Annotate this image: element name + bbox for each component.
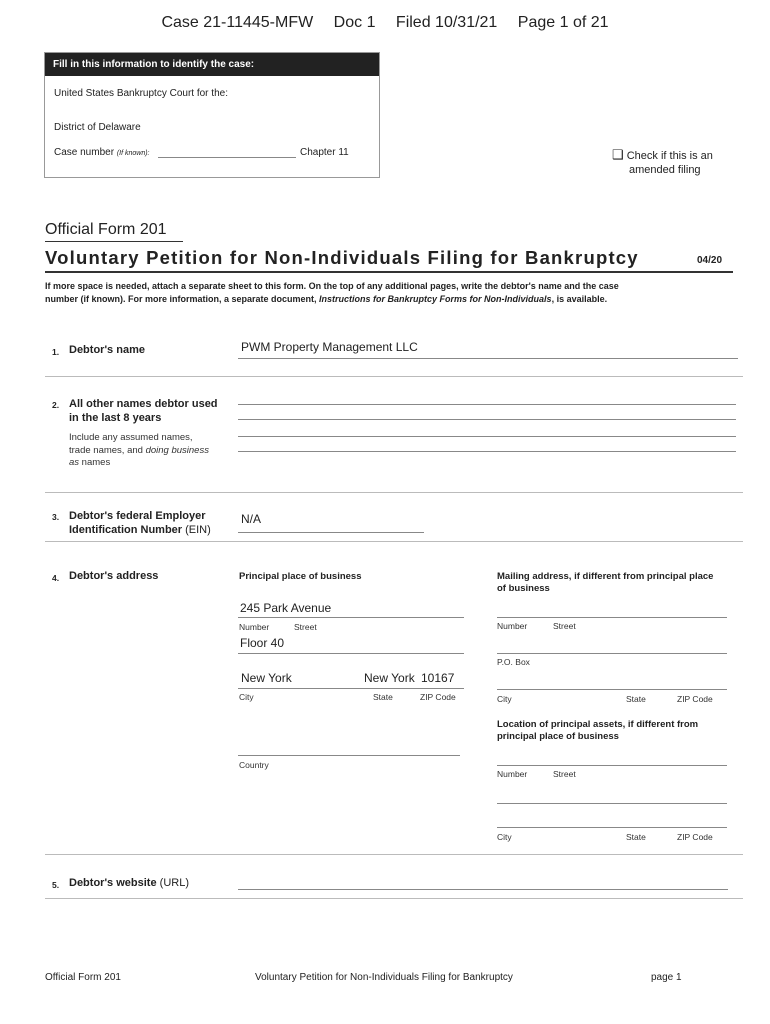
court-label: United States Bankruptcy Court for the: <box>54 88 228 99</box>
item-4-number: 4. <box>52 573 60 583</box>
principal-street-field[interactable] <box>238 617 464 618</box>
footer-page-number: page 1 <box>651 972 682 983</box>
mailing-street-caption: Street <box>553 621 576 631</box>
if-known-note: (If known): <box>116 150 150 157</box>
other-name-field-1[interactable] <box>238 404 736 405</box>
amended-label-line1: Check if this is an <box>626 150 713 162</box>
form-title: Voluntary Petition for Non-Individuals Filing for Bankruptcy <box>45 247 639 268</box>
mailing-street-field[interactable] <box>497 617 727 618</box>
filed-date-header: Filed 10/31/21 <box>395 14 498 31</box>
mailing-city-field[interactable] <box>497 689 727 690</box>
instructions-line2: number (if known). For more information, a separate document, Instructions for Bankruptcy Forms for Non-Individuals, is available. <box>45 294 608 304</box>
principal-street-value[interactable]: 245 Park Avenue <box>240 601 332 615</box>
city-caption: City <box>239 692 254 702</box>
principal-city-field[interactable] <box>238 688 464 689</box>
case-number-row <box>54 147 150 158</box>
principal-assets-heading: Location of principal assets, if different from principal place of business <box>497 719 699 742</box>
website-field[interactable] <box>238 889 728 890</box>
amended-label-line2: amended filing <box>629 164 701 176</box>
section-divider <box>45 492 743 493</box>
case-number-field[interactable] <box>158 157 296 158</box>
case-number-label: Case number <box>54 147 115 158</box>
number-caption: Number <box>239 622 270 632</box>
principal-street2-value[interactable]: Floor 40 <box>240 636 285 650</box>
mailing-address-heading: Mailing address, if different from principal place of business <box>497 571 714 594</box>
mailing-number-caption: Number <box>497 621 528 631</box>
chapter-label: Chapter 11 <box>300 147 349 158</box>
page-header <box>0 14 770 32</box>
assets-city-caption: City <box>497 832 512 842</box>
assets-zip-caption: ZIP Code <box>677 832 713 842</box>
debtor-name-field[interactable] <box>238 358 738 359</box>
title-rule <box>45 271 733 273</box>
amended-filing-check[interactable] <box>612 147 713 163</box>
section-divider <box>45 854 743 855</box>
form-version: 04/20 <box>697 255 723 266</box>
website-label: Debtor's website (URL) <box>69 877 189 889</box>
form-name: Official Form 201 <box>45 221 167 238</box>
case-number-header: Case 21-11445-MFW <box>161 14 314 31</box>
item-3-number: 3. <box>52 512 60 522</box>
page-count-header: Page 1 of 21 <box>517 14 609 31</box>
checkbox-icon[interactable]: ❑ <box>612 147 624 162</box>
section-divider <box>45 898 743 899</box>
district-label: District of Delaware <box>54 122 141 133</box>
other-names-label: All other names debtor used in the last 8 years <box>69 398 218 424</box>
ein-value[interactable]: N/A <box>241 512 262 526</box>
assets-street2-field[interactable] <box>497 803 727 804</box>
case-identification-box <box>44 52 380 178</box>
mailing-zip-caption: ZIP Code <box>677 694 713 704</box>
zip-caption: ZIP Code <box>420 692 456 702</box>
principal-country-field[interactable] <box>238 755 460 756</box>
principal-state-value[interactable]: New York <box>364 671 415 685</box>
other-names-help: Include any assumed names, trade names, and doing business as names <box>69 432 209 468</box>
other-name-field-2[interactable] <box>238 419 736 420</box>
assets-street-field[interactable] <box>497 765 727 766</box>
footer-form-name: Official Form 201 <box>45 972 121 983</box>
assets-state-caption: State <box>626 832 646 842</box>
mailing-state-caption: State <box>626 694 646 704</box>
assets-street-caption: Street <box>553 769 576 779</box>
debtor-name-label: Debtor's name <box>69 344 145 356</box>
item-1-number: 1. <box>52 347 60 357</box>
section-divider <box>45 376 743 377</box>
mailing-pobox-field[interactable] <box>497 653 727 654</box>
assets-city-field[interactable] <box>497 827 727 828</box>
principal-zip-value[interactable]: 10167 <box>421 671 455 685</box>
country-caption: Country <box>239 760 269 770</box>
ein-field[interactable] <box>238 532 424 533</box>
form-name-underline <box>45 241 183 242</box>
principal-place-heading: Principal place of business <box>239 571 362 582</box>
other-name-field-4[interactable] <box>238 451 736 452</box>
state-caption: State <box>373 692 393 702</box>
footer-form-title: Voluntary Petition for Non-Individuals Filing for Bankruptcy <box>255 972 513 983</box>
instructions-line1: If more space is needed, attach a separate sheet to this form. On the top of any additional pages, write the debtor's name and the case <box>45 281 619 291</box>
mailing-city-caption: City <box>497 694 512 704</box>
item-5-number: 5. <box>52 880 60 890</box>
principal-city-value[interactable]: New York <box>241 671 292 685</box>
debtor-name-value[interactable]: PWM Property Management LLC <box>241 340 418 354</box>
debtor-address-label: Debtor's address <box>69 570 159 582</box>
instructions <box>45 280 735 306</box>
pobox-caption: P.O. Box <box>497 657 530 667</box>
street-caption: Street <box>294 622 317 632</box>
other-name-field-3[interactable] <box>238 436 736 437</box>
section-divider <box>45 541 743 542</box>
ein-label: Debtor's federal Employer Identification Number (EIN) <box>69 510 211 536</box>
id-box-title: Fill in this information to identify the case: <box>45 53 379 76</box>
item-2-number: 2. <box>52 400 60 410</box>
assets-number-caption: Number <box>497 769 528 779</box>
principal-street2-field[interactable] <box>238 653 464 654</box>
doc-number-header: Doc 1 <box>333 14 376 31</box>
